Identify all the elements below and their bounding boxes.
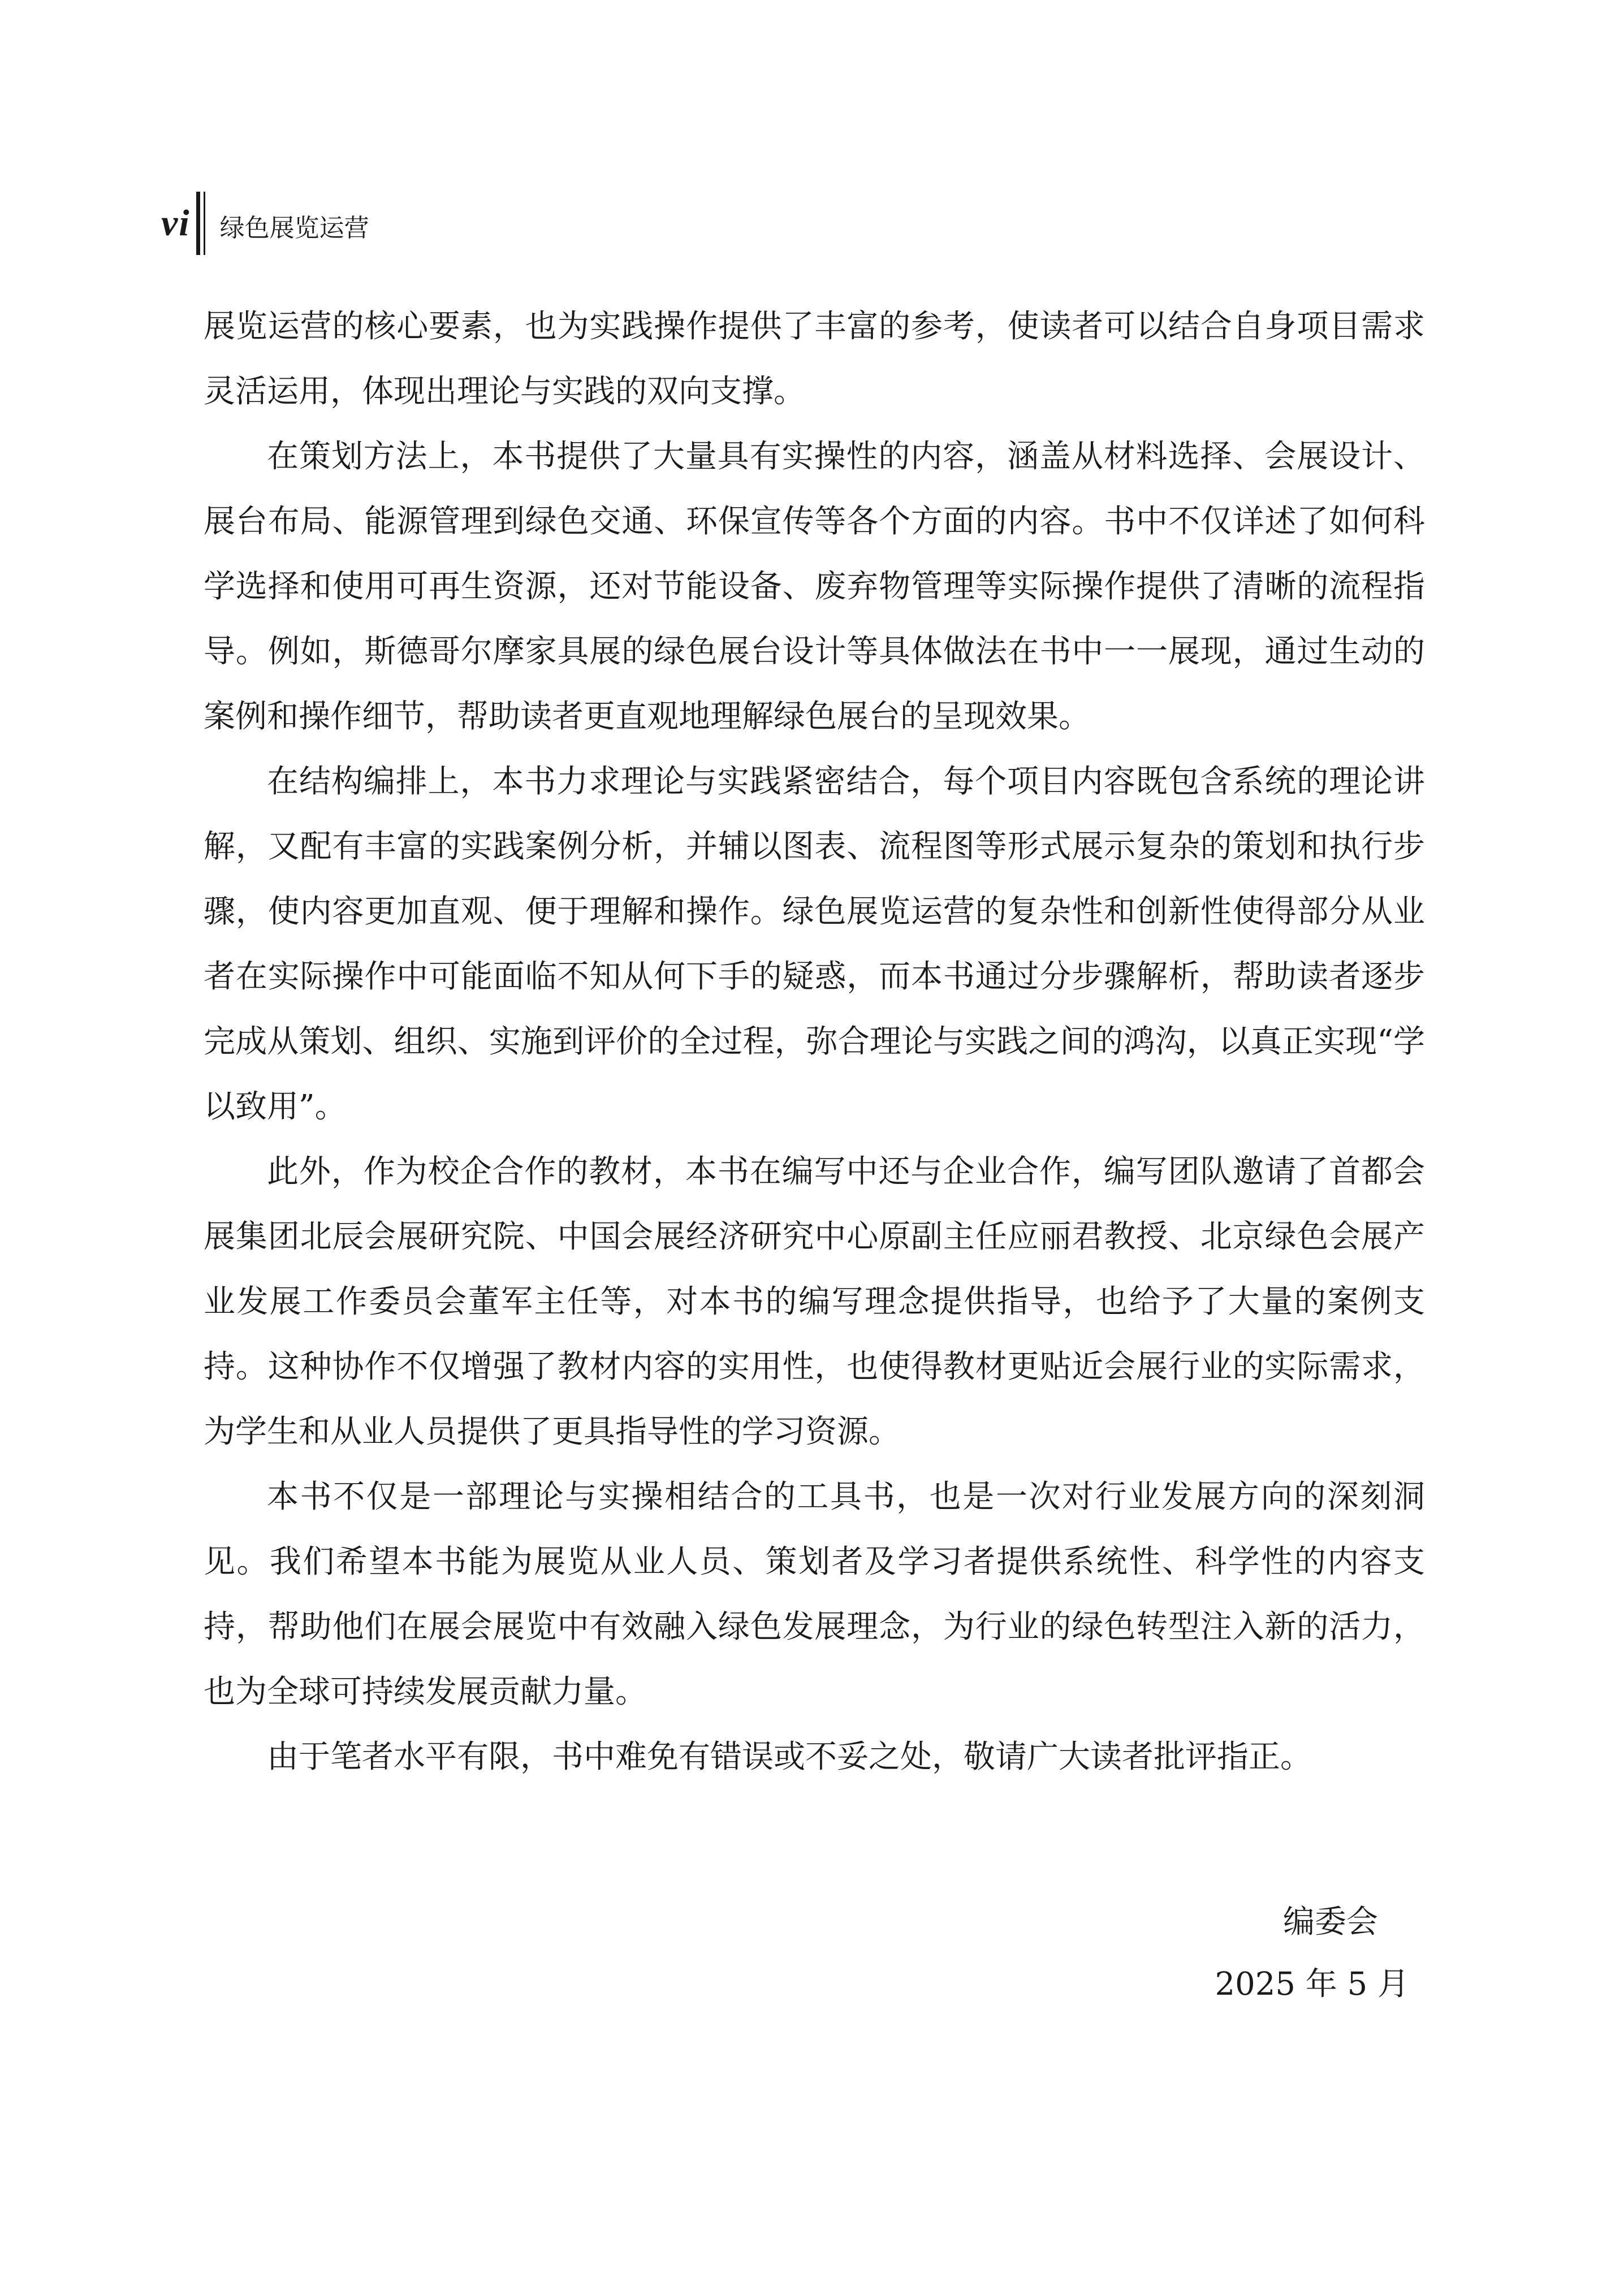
body-text	[204, 294, 1425, 1789]
paragraph-planning-methods: 在策划方法上，本书提供了大量具有实操性的内容，涵盖从材料选择、会展设计、展台布局、能源管理到绿色交通、环保宣传等各个方面的内容。书中不仅详述了如何科学选择和使用可再生资源，还对节能设备、废弃物管理等实际操作提供了清晰的流程指导。例如，斯德哥尔摩家具展的绿色展台设计等具体做法在书中一一展现，通过生动的案例和操作细节，帮助读者更直观地理解绿色展台的呈现效果。	[204, 438, 1425, 735]
paragraph-collaboration: 此外，作为校企合作的教材，本书在编写中还与企业合作，编写团队邀请了首都会展集团北辰会展研究院、中国会展经济研究中心原副主任应丽君教授、北京绿色会展产业发展工作委员会董军主任等，对本书的编写理念提供指导，也给予了大量的案例支持。这种协作不仅增强了教材内容的实用性，也使得教材更贴近会展行业的实际需求，为学生和从业人员提供了更具指导性的学习资源。	[204, 1153, 1425, 1450]
paragraph-continuation: 展览运营的核心要素，也为实践操作提供了丰富的参考，使读者可以结合自身项目需求灵活运用，体现出理论与实践的双向支撑。	[204, 308, 1425, 410]
signature-block	[1215, 1891, 1409, 2016]
signature-date: 2025 年 5 月	[1215, 1966, 1409, 2003]
paragraph-purpose: 本书不仅是一部理论与实操相结合的工具书，也是一次对行业发展方向的深刻洞见。我们希望本书能为展览从业人员、策划者及学习者提供系统性、科学性的内容支持，帮助他们在展会展览中有效融入绿色发展理念，为行业的绿色转型注入新的活力，也为全球可持续发展贡献力量。	[204, 1478, 1425, 1710]
paragraph-disclaimer: 由于笔者水平有限，书中难免有错误或不妥之处，敬请广大读者批评指正。	[267, 1739, 1312, 1775]
header-double-rule	[196, 192, 205, 255]
paragraph-structure: 在结构编排上，本书力求理论与实践紧密结合，每个项目内容既包含系统的理论讲解，又配有丰富的实践案例分析，并辅以图表、流程图等形式展示复杂的策划和执行步骤，使内容更加直观、便于理解和操作。绿色展览运营的复杂性和创新性使得部分从业者在实际操作中可能面临不知从何下手的疑惑，而本书通过分步骤解析，帮助读者逐步完成从策划、组织、实施到评价的全过程，弥合理论与实践之间的鸿沟，以真正实现“学以致用”。	[204, 763, 1425, 1125]
signature-author: 编委会	[1283, 1904, 1378, 1940]
running-head	[161, 187, 369, 260]
book-title: 绿色展览运营	[219, 214, 369, 243]
page-number: vi	[161, 202, 191, 244]
